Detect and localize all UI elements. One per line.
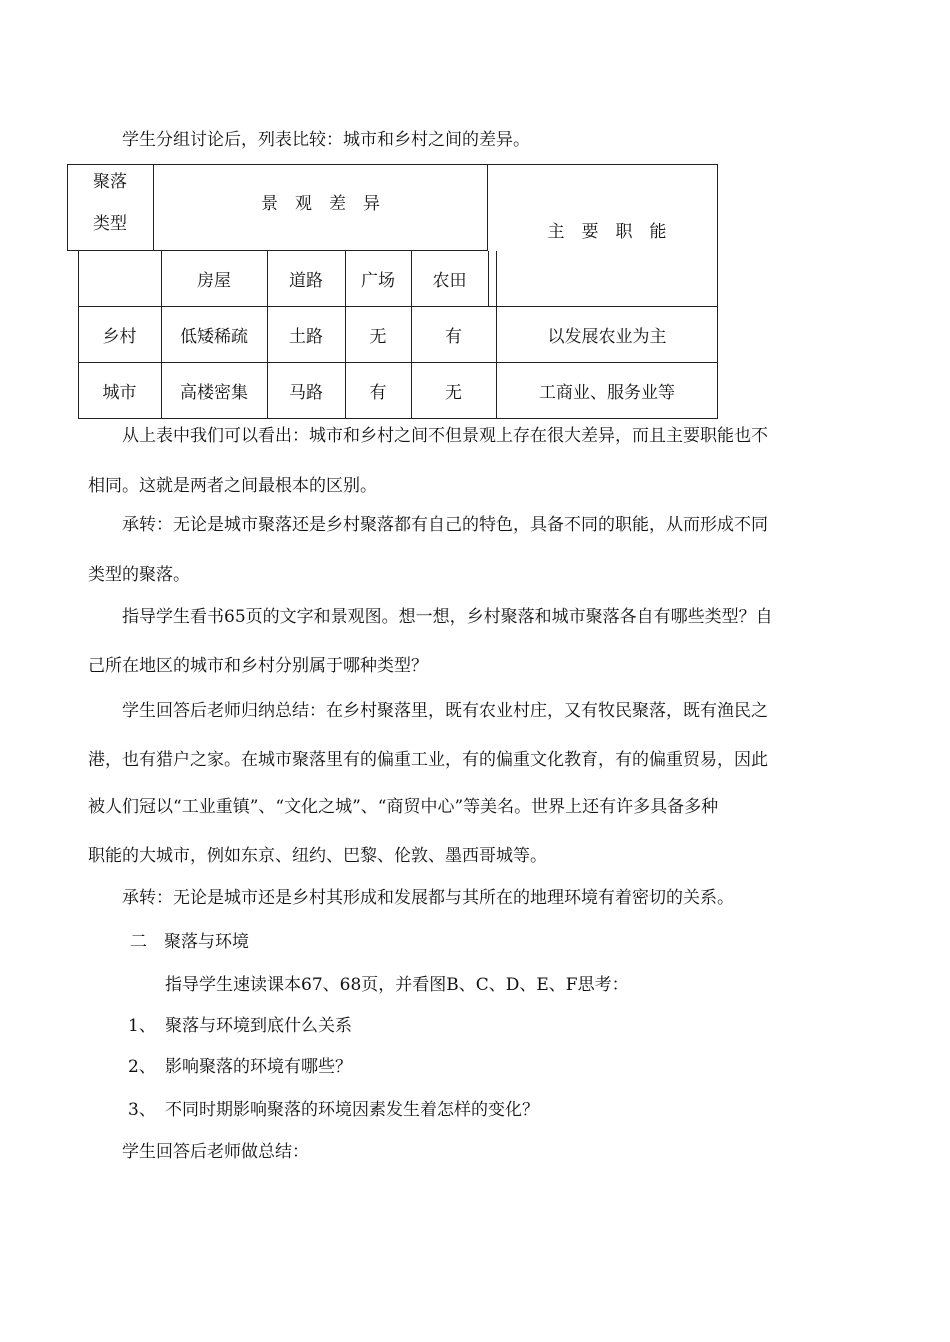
landscape-header: 景 观 差 异	[261, 193, 380, 214]
row-village-farmland: 有	[445, 326, 462, 347]
row-city-farmland: 无	[445, 382, 462, 403]
subheader-house: 房屋	[197, 271, 231, 291]
type-header-line2: 类型	[93, 213, 127, 234]
row-village-function: 以发展农业为主	[547, 326, 667, 347]
section-heading: 二 聚落与环境	[130, 932, 249, 952]
question-2-text: 影响聚落的环境有哪些？	[165, 1057, 352, 1077]
closing-line: 学生回答后老师做总结：	[122, 1142, 309, 1162]
question-1-num: 1、	[128, 1016, 156, 1036]
para2-line2: 类型的聚落。	[88, 565, 190, 585]
row-village-type: 乡村	[102, 326, 137, 347]
para1-line2: 相同。这就是两者之间最根本的区别。	[88, 476, 377, 496]
para4-line4: 职能的大城市，例如东京、纽约、巴黎、伦敦、墨西哥城等。	[88, 846, 547, 866]
para3-line1: 指导学生看书65页的文字和景观图。想一想，乡村聚落和城市聚落各自有哪些类型？自	[122, 607, 773, 627]
para4-line1: 学生回答后老师归纳总结：在乡村聚落里，既有农业村庄，又有牧民聚落，既有渔民之	[122, 701, 768, 721]
row-village-square: 无	[369, 326, 387, 347]
row-city-house: 高楼密集	[180, 382, 248, 403]
row-village-house: 低矮稀疏	[180, 326, 248, 347]
row-city-type: 城市	[102, 382, 137, 403]
row-city-square: 有	[369, 382, 387, 403]
para5-line: 承转：无论是城市还是乡村其形成和发展都与其所在的地理环境有着密切的关系。	[122, 888, 734, 908]
type-header-line1: 聚落	[93, 171, 127, 192]
para1-line1: 从上表中我们可以看出：城市和乡村之间不但景观上存在很大差异，而且主要职能也不	[122, 426, 768, 446]
guide-line: 指导学生速读课本67、68页，并看图B、C、D、E、F思考：	[165, 975, 629, 995]
para4-line3: 被人们冠以“工业重镇”、“文化之城”、“商贸中心”等美名。世界上还有许多具备多种	[88, 797, 719, 817]
function-header: 主 要 职 能	[547, 221, 667, 242]
subheader-farmland: 农田	[432, 271, 467, 291]
question-2-num: 2、	[128, 1057, 156, 1077]
para3-line2: 己所在地区的城市和乡村分别属于哪种类型？	[88, 656, 428, 676]
subheader-square: 广场	[361, 271, 395, 291]
question-3-num: 3、	[128, 1100, 156, 1120]
subheader-road: 道路	[289, 271, 323, 291]
intro-line: 学生分组讨论后，列表比较：城市和乡村之间的差异。	[122, 130, 530, 150]
para2-line1: 承转：无论是城市聚落还是乡村聚落都有自己的特色，具备不同的职能，从而形成不同	[122, 515, 768, 535]
question-1-text: 聚落与环境到底什么关系	[165, 1016, 352, 1036]
row-village-road: 土路	[289, 326, 323, 347]
row-city-road: 马路	[289, 382, 323, 403]
para4-line2: 港，也有猎户之家。在城市聚落里有的偏重工业，有的偏重文化教育，有的偏重贸易，因此	[88, 750, 768, 770]
row-city-function: 工商业、服务业等	[539, 382, 675, 403]
question-3-text: 不同时期影响聚落的环境因素发生着怎样的变化？	[165, 1100, 539, 1120]
